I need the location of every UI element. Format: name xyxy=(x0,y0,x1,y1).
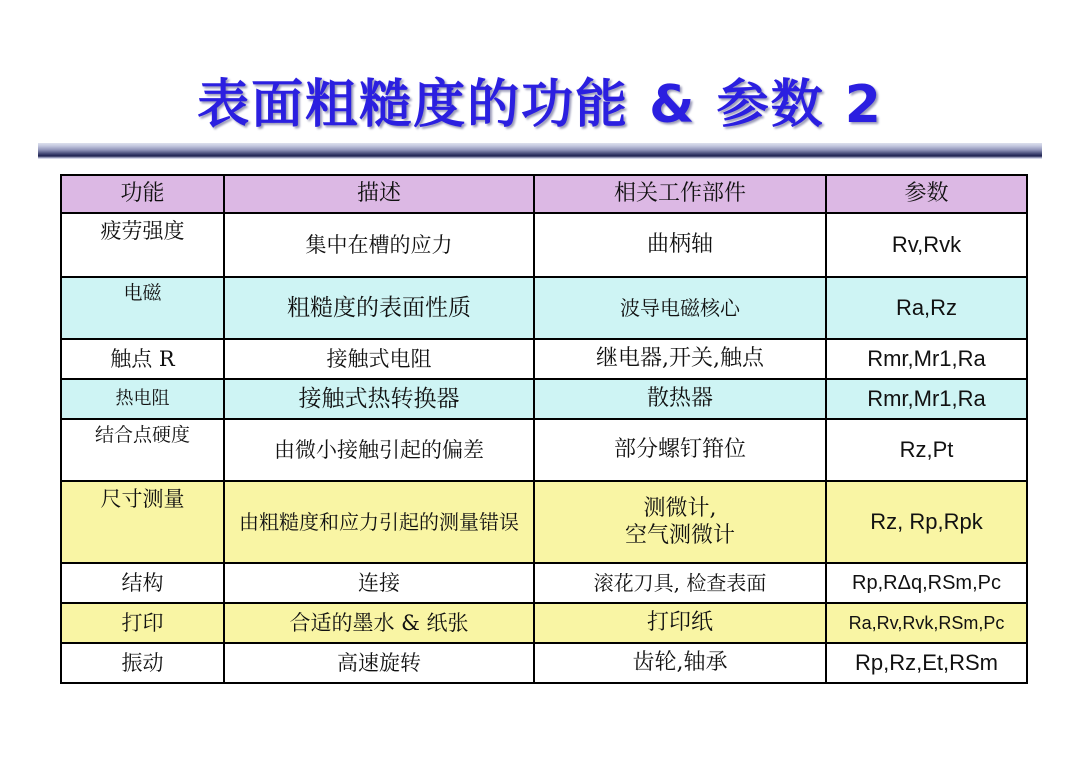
table-row xyxy=(61,481,1027,563)
cell-parameters: Rz, Rp,Rpk xyxy=(826,481,1027,563)
cell-related-parts: 部分螺钉箝位 xyxy=(534,419,826,481)
cell-function: 结构 xyxy=(61,563,224,603)
cell-description: 粗糙度的表面性质 xyxy=(224,277,534,339)
header-parameters: 参数 xyxy=(826,175,1027,213)
cell-parameters: Rmr,Mr1,Ra xyxy=(826,339,1027,379)
cell-function: 尺寸测量 xyxy=(61,481,224,563)
cell-description: 高速旋转 xyxy=(224,643,534,683)
cell-description: 由微小接触引起的偏差 xyxy=(224,419,534,481)
cell-related-parts: 曲柄轴 xyxy=(534,213,826,277)
cell-function: 结合点硬度 xyxy=(61,419,224,481)
header-function: 功能 xyxy=(61,175,224,213)
cell-related-parts: 散热器 xyxy=(534,379,826,419)
cell-description: 集中在槽的应力 xyxy=(224,213,534,277)
table-row xyxy=(61,603,1027,643)
cell-function: 热电阻 xyxy=(61,379,224,419)
table-row xyxy=(61,419,1027,481)
table-row xyxy=(61,563,1027,603)
table-header-row xyxy=(61,175,1027,213)
table-row xyxy=(61,277,1027,339)
cell-related-parts: 测微计, 空气测微计 xyxy=(534,481,826,563)
cell-function: 疲劳强度 xyxy=(61,213,224,277)
cell-parameters: Rp,RΔq,RSm,Pc xyxy=(826,563,1027,603)
cell-parameters: Rmr,Mr1,Ra xyxy=(826,379,1027,419)
cell-related-parts: 波导电磁核心 xyxy=(534,277,826,339)
cell-parameters: Ra,Rv,Rvk,RSm,Pc xyxy=(826,603,1027,643)
slide-title: 表面粗糙度的功能 & 参数 2 xyxy=(197,75,883,135)
cell-related-parts: 齿轮,轴承 xyxy=(534,643,826,683)
table-row xyxy=(61,643,1027,683)
table-row xyxy=(61,213,1027,277)
cell-function: 打印 xyxy=(61,603,224,643)
cell-parameters: Rv,Rvk xyxy=(826,213,1027,277)
cell-parameters: Rp,Rz,Et,RSm xyxy=(826,643,1027,683)
cell-function: 振动 xyxy=(61,643,224,683)
cell-description: 由粗糙度和应力引起的测量错误 xyxy=(224,481,534,563)
roughness-table xyxy=(60,174,1028,684)
cell-description: 连接 xyxy=(224,563,534,603)
cell-related-parts: 继电器,开关,触点 xyxy=(534,339,826,379)
header-description: 描述 xyxy=(224,175,534,213)
title-divider xyxy=(38,143,1042,159)
cell-function: 触点 R xyxy=(61,339,224,379)
cell-description: 接触式电阻 xyxy=(224,339,534,379)
cell-related-parts: 滚花刀具, 检查表面 xyxy=(534,563,826,603)
cell-function: 电磁 xyxy=(61,277,224,339)
cell-description: 接触式热转换器 xyxy=(224,379,534,419)
table-row xyxy=(61,379,1027,419)
cell-related-parts: 打印纸 xyxy=(534,603,826,643)
header-related-parts: 相关工作部件 xyxy=(534,175,826,213)
cell-parameters: Rz,Pt xyxy=(826,419,1027,481)
cell-description: 合适的墨水 & 纸张 xyxy=(224,603,534,643)
table-row xyxy=(61,339,1027,379)
cell-parameters: Ra,Rz xyxy=(826,277,1027,339)
